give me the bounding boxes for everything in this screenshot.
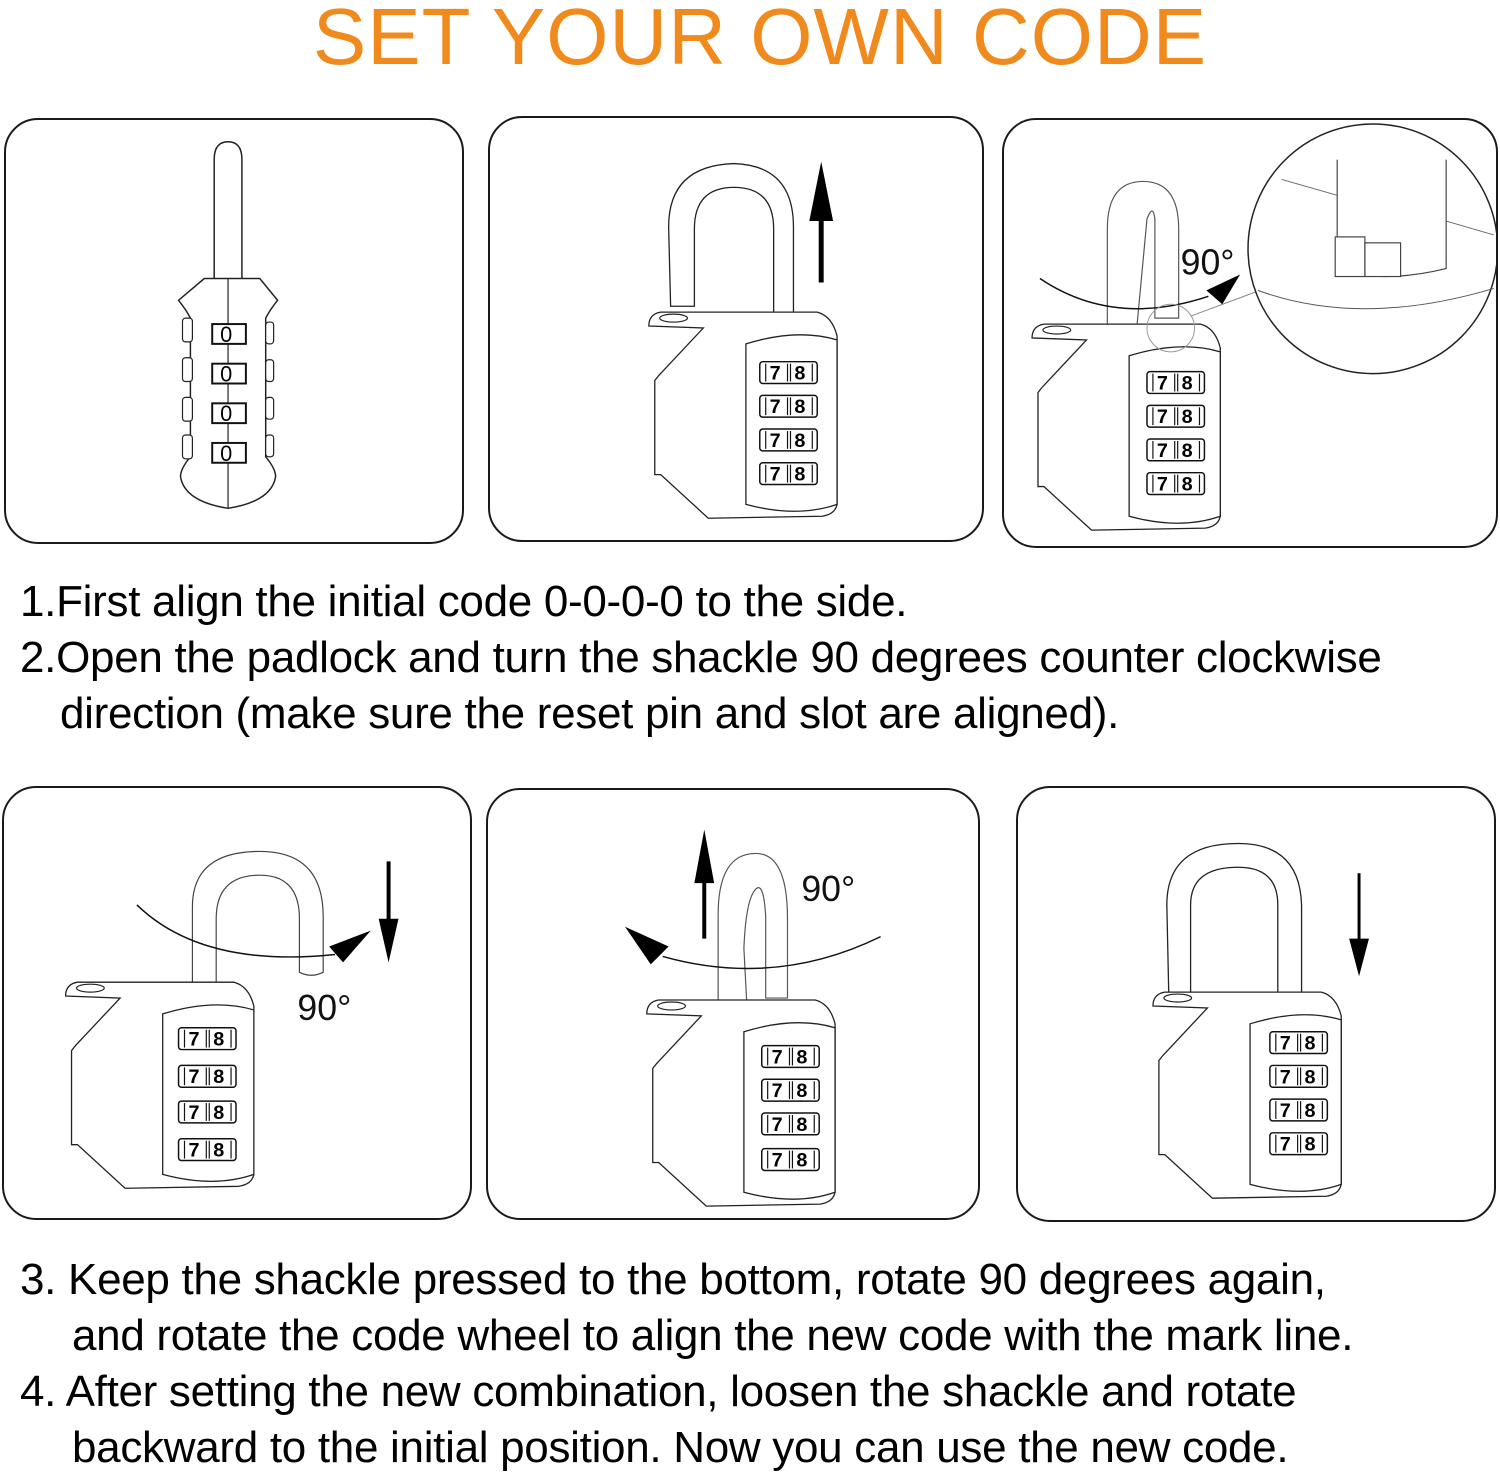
svg-text:90°: 90° xyxy=(297,987,352,1028)
svg-text:7: 7 xyxy=(1279,1133,1291,1156)
svg-text:7: 7 xyxy=(771,1113,783,1136)
svg-text:7: 7 xyxy=(1279,1099,1291,1122)
svg-text:8: 8 xyxy=(1304,1032,1316,1055)
step-3-illustration xyxy=(2,786,472,1220)
step-4-illustration xyxy=(1016,786,1496,1222)
svg-text:8: 8 xyxy=(213,1139,225,1162)
instruction-step-3-line-2: and rotate the code wheel to align the new code with the mark line. xyxy=(72,1311,1354,1360)
padlock-shackle-up-icon xyxy=(490,118,982,540)
svg-text:8: 8 xyxy=(794,362,806,385)
padlock-rotate-with-detail-icon xyxy=(1004,120,1496,546)
svg-text:7: 7 xyxy=(188,1028,200,1051)
svg-text:8: 8 xyxy=(213,1101,225,1124)
svg-text:7: 7 xyxy=(1279,1066,1291,1089)
padlock-rotate-back-icon xyxy=(488,790,978,1218)
svg-text:8: 8 xyxy=(1304,1099,1316,1122)
svg-text:7: 7 xyxy=(188,1139,200,1162)
svg-text:8: 8 xyxy=(794,429,806,452)
svg-text:7: 7 xyxy=(769,429,781,452)
svg-text:7: 7 xyxy=(1156,439,1168,462)
svg-text:8: 8 xyxy=(1181,473,1193,496)
arrow-down-icon xyxy=(1349,873,1369,976)
padlock-side-view-icon xyxy=(6,120,462,542)
svg-text:7: 7 xyxy=(771,1080,783,1103)
step-3b-illustration xyxy=(486,788,980,1220)
page-title: SET YOUR OWN CODE xyxy=(312,0,1208,81)
svg-text:7: 7 xyxy=(771,1046,783,1069)
svg-text:8: 8 xyxy=(794,396,806,419)
arrow-up-icon xyxy=(694,830,714,939)
svg-text:7: 7 xyxy=(1156,372,1168,395)
instruction-step-4-line-1: 4. After setting the new combination, loosen the shackle and rotate xyxy=(20,1367,1297,1416)
svg-text:8: 8 xyxy=(796,1046,808,1069)
step-1-illustration xyxy=(4,118,464,544)
detail-magnifier xyxy=(1248,124,1496,374)
svg-text:8: 8 xyxy=(1304,1133,1316,1156)
svg-text:8: 8 xyxy=(796,1149,808,1172)
arrow-down-icon xyxy=(379,861,399,962)
svg-text:8: 8 xyxy=(1181,406,1193,429)
padlock-close-icon xyxy=(1018,788,1494,1220)
instruction-step-4-line-2: backward to the initial position. Now you can use the new code. xyxy=(72,1423,1289,1472)
svg-text:8: 8 xyxy=(1181,372,1193,395)
svg-text:8: 8 xyxy=(213,1028,225,1051)
svg-text:7: 7 xyxy=(188,1066,200,1089)
svg-text:7: 7 xyxy=(188,1101,200,1124)
svg-text:7: 7 xyxy=(769,463,781,486)
step-2b-illustration xyxy=(1002,118,1498,548)
svg-text:0: 0 xyxy=(220,361,233,387)
svg-text:90°: 90° xyxy=(1180,242,1235,283)
arrow-up-icon xyxy=(809,162,833,283)
svg-text:8: 8 xyxy=(796,1080,808,1103)
padlock-rotate-press-icon xyxy=(4,788,470,1218)
svg-text:7: 7 xyxy=(1156,473,1168,496)
svg-text:8: 8 xyxy=(213,1066,225,1089)
svg-text:7: 7 xyxy=(769,396,781,419)
svg-text:7: 7 xyxy=(769,362,781,385)
svg-text:8: 8 xyxy=(794,463,806,486)
svg-text:0: 0 xyxy=(220,321,233,347)
instruction-step-2-line-1: 2.Open the padlock and turn the shackle 90 degrees counter clockwise xyxy=(20,633,1382,682)
instruction-step-1: 1.First align the initial code 0-0-0-0 to the side. xyxy=(20,577,908,626)
svg-text:7: 7 xyxy=(1279,1032,1291,1055)
instruction-step-2-line-2: direction (make sure the reset pin and slot are aligned). xyxy=(60,689,1120,738)
svg-text:8: 8 xyxy=(1181,439,1193,462)
step-2-illustration xyxy=(488,116,984,542)
svg-text:8: 8 xyxy=(796,1113,808,1136)
svg-text:8: 8 xyxy=(1304,1066,1316,1089)
svg-text:0: 0 xyxy=(220,440,233,466)
instruction-step-3-line-1: 3. Keep the shackle pressed to the bottom, rotate 90 degrees again, xyxy=(20,1255,1326,1304)
svg-text:0: 0 xyxy=(220,401,233,427)
svg-text:90°: 90° xyxy=(801,868,856,909)
svg-text:7: 7 xyxy=(771,1149,783,1172)
svg-text:7: 7 xyxy=(1156,406,1168,429)
